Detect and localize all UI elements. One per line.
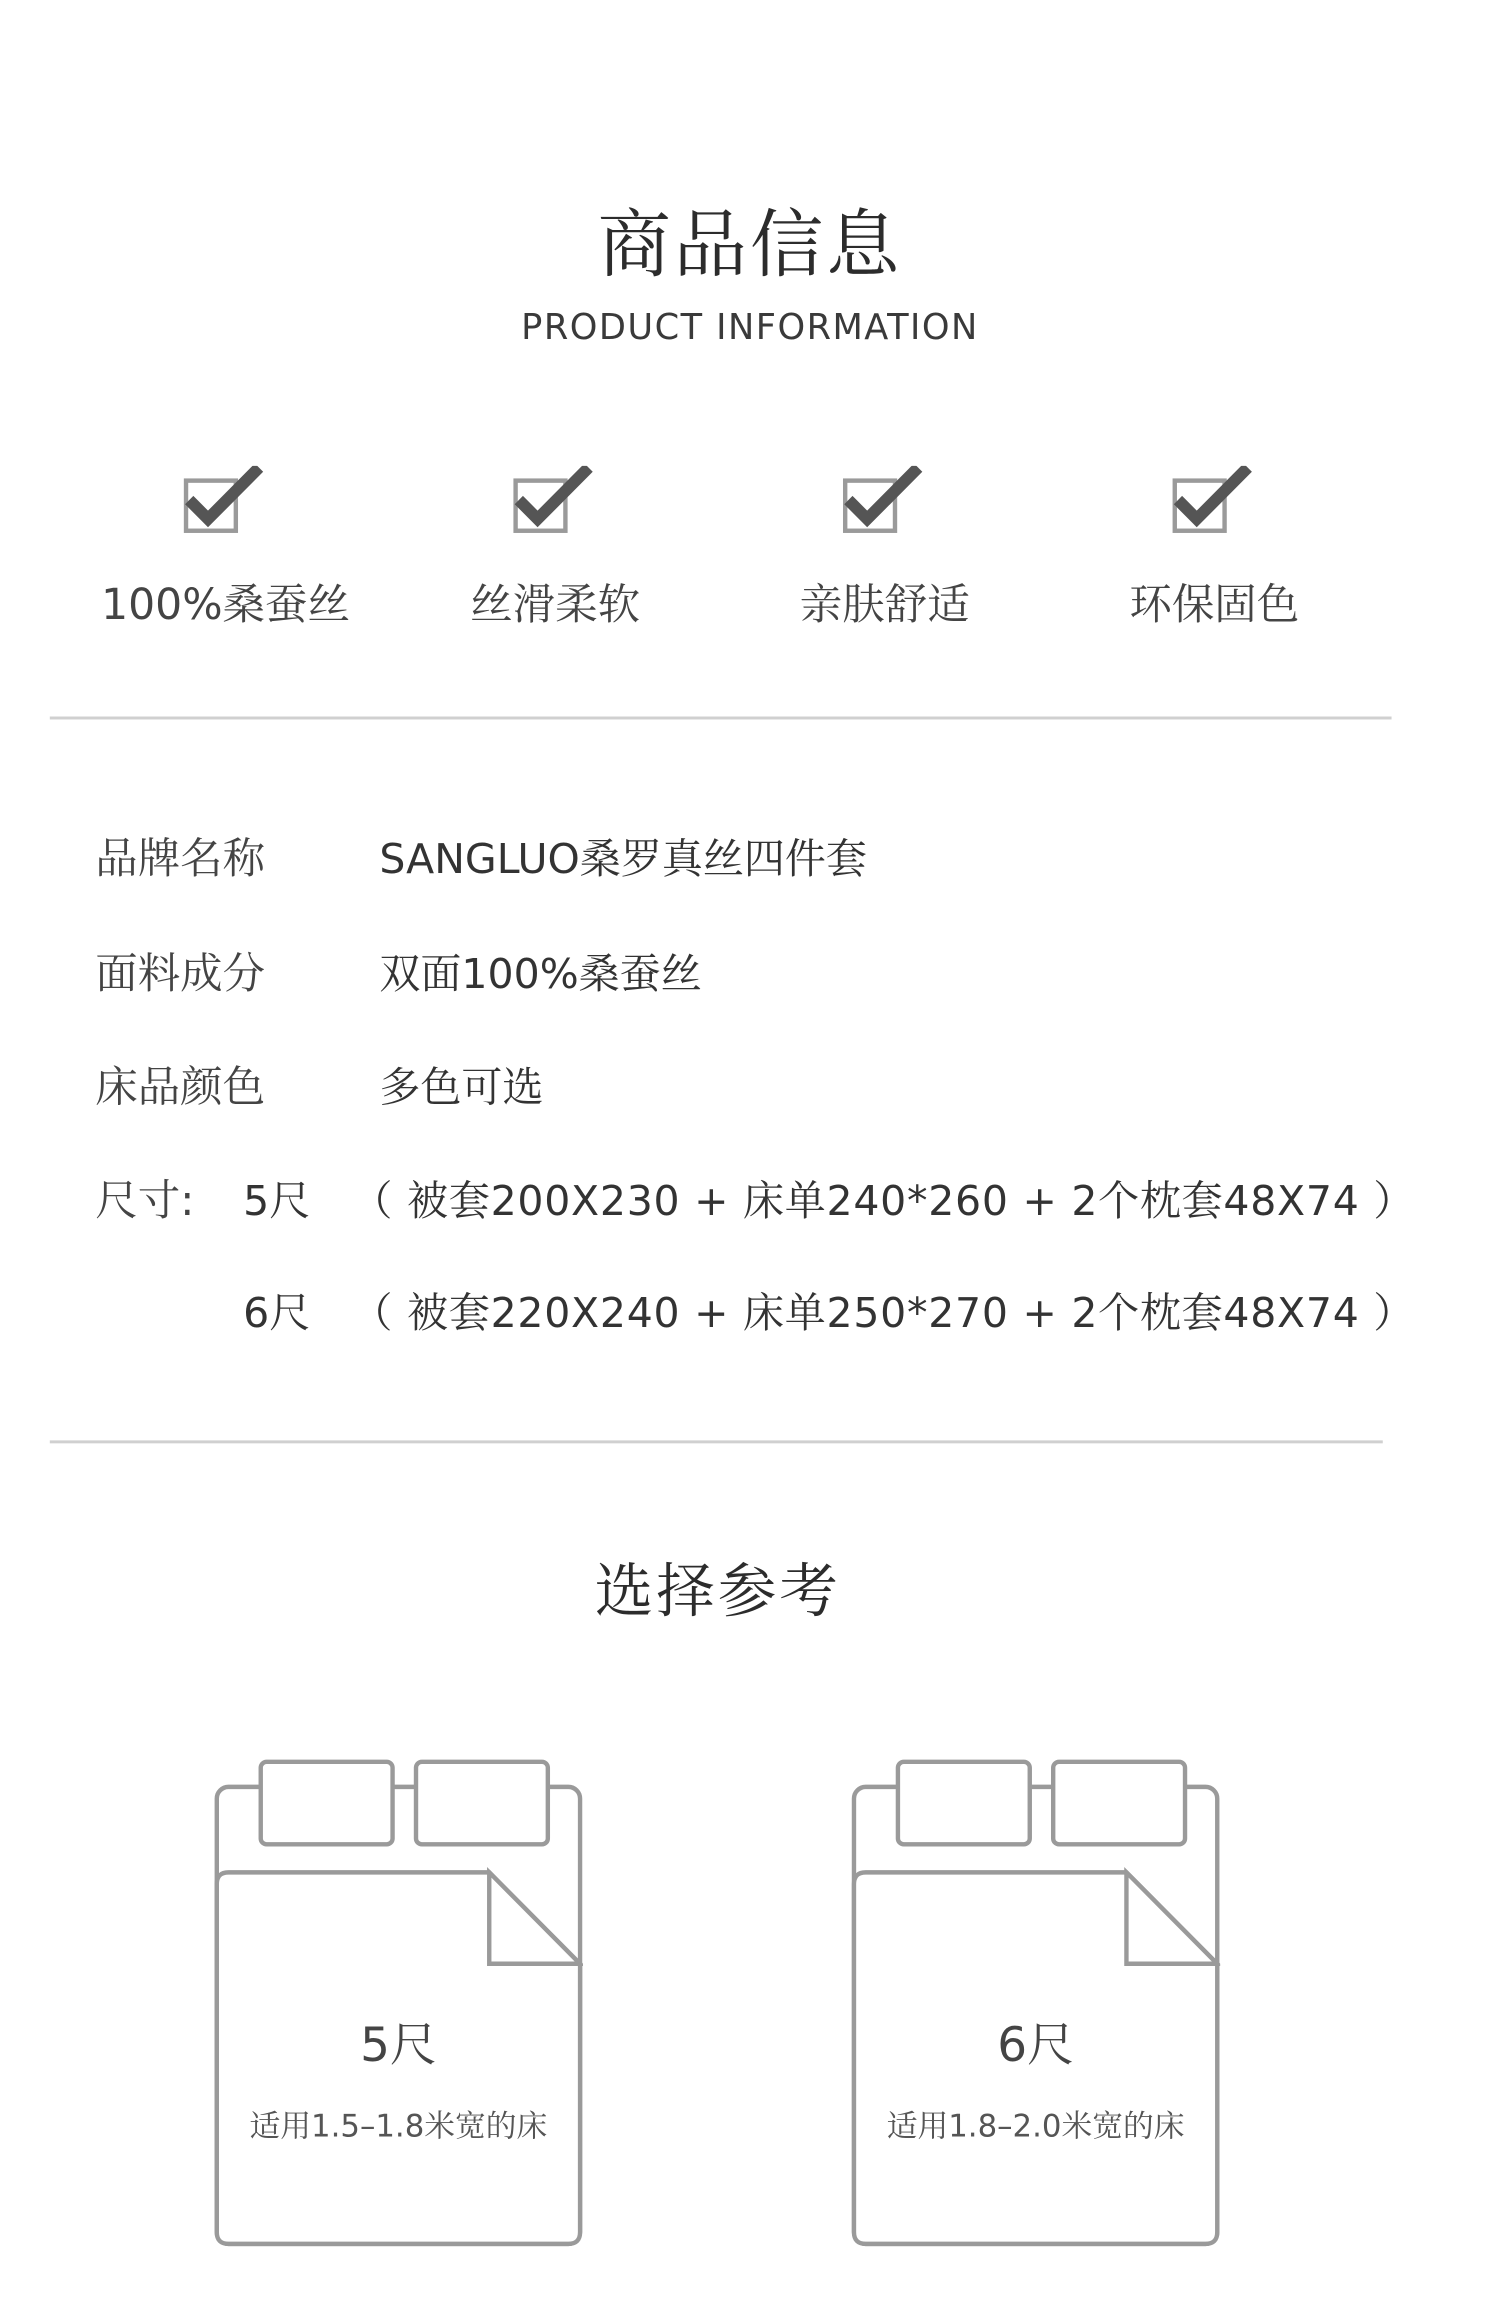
feature-label: 亲肤舒适 [799, 579, 970, 630]
feature-label: 100%桑蚕丝 [101, 579, 351, 630]
bed-size-label: 5尺 [360, 2016, 437, 2073]
size-option-detail: （ 被套200X230 + 床单240*260 + 2个枕套48X74 ） [351, 1176, 1416, 1226]
checkbox-icon [1170, 466, 1258, 540]
feature-item [1039, 466, 1391, 633]
page-subtitle: PRODUCT INFORMATION [521, 306, 979, 348]
feature-item [379, 466, 731, 633]
divider [50, 1440, 1383, 1443]
feature-item [709, 466, 1061, 633]
size-label: 尺寸: [95, 1175, 195, 1226]
feature-label: 环保固色 [1129, 579, 1300, 630]
bed-size-note: 适用1.5–1.8米宽的床 [249, 2108, 548, 2144]
checkbox-icon [511, 466, 599, 540]
fabric-label: 面料成分 [95, 947, 266, 999]
divider [50, 717, 1392, 720]
bed-size-label: 6尺 [997, 2016, 1074, 2073]
brand-value: SANGLUO桑罗真丝四件套 [379, 834, 867, 884]
size-option-key: 6尺 [243, 1288, 311, 1338]
bed-icon [214, 1757, 583, 2251]
bed-size-note: 适用1.8–2.0米宽的床 [886, 2108, 1185, 2144]
color-label: 床品颜色 [95, 1061, 266, 1112]
color-value: 多色可选 [379, 1062, 544, 1112]
bed-card [214, 1757, 583, 2251]
fabric-value: 双面100%桑蚕丝 [379, 949, 702, 999]
size-option-detail: （ 被套220X240 + 床单250*270 + 2个枕套48X74 ） [351, 1288, 1416, 1338]
checkbox-icon [182, 466, 270, 540]
feature-label: 丝滑柔软 [470, 579, 641, 630]
feature-item [50, 466, 402, 633]
brand-label: 品牌名称 [95, 832, 266, 884]
bed-card [851, 1757, 1220, 2251]
section-title: 选择参考 [594, 1558, 841, 1627]
checkbox-icon [841, 466, 929, 540]
bed-icon [851, 1757, 1220, 2251]
page-title: 商品信息 [597, 201, 903, 288]
size-option-key: 5尺 [243, 1176, 311, 1226]
